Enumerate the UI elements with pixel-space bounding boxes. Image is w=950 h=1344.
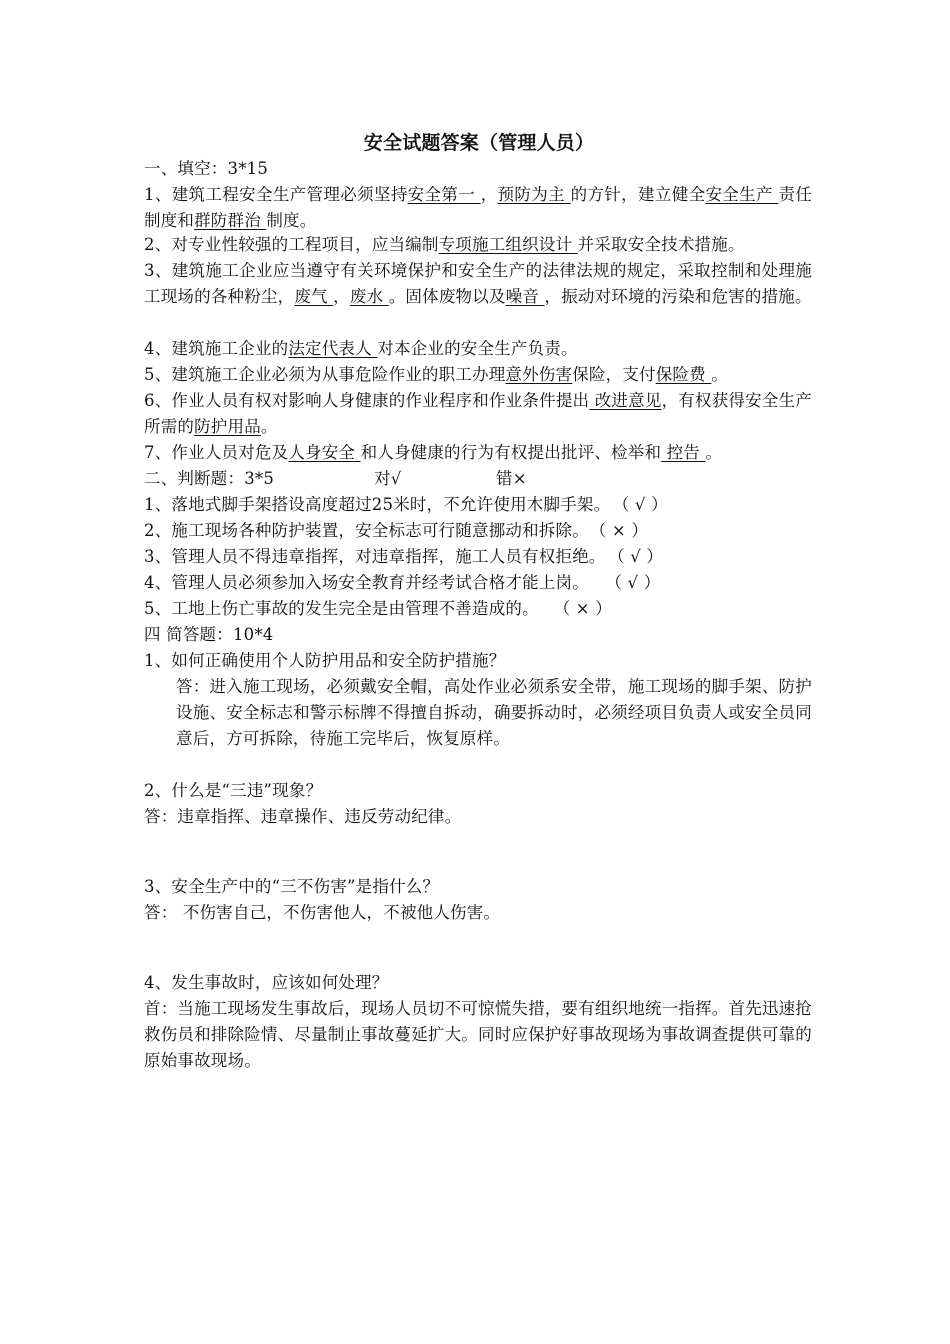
judge-item: 5、工地上伤亡事故的发生完全是由管理不善造成的。 （ × ） [144,596,613,622]
answer-blank: 人身安全 [288,443,361,462]
judge-item: 3、管理人员不得违章指挥，对违章指挥，施工人员有权拒绝。 （ √ ） [144,544,666,570]
fill-question-3: 3、建筑施工企业应当遵守有关环境保护和安全生产的法律法规的规定，采取控制和处理施工现场的各种粉尘，废气 ，废水 。固体废物以及噪音 ，振动对环境的污染和危害的措施。 [144,261,812,306]
answer-blank: 意外伤害 [505,365,573,384]
answer-blank: 废气 [294,287,334,306]
answer-blank: 保险费 [655,365,712,384]
answer-blank: 控告 [661,443,706,462]
fill-question-1: 1、建筑工程安全生产管理必须坚持安全第一 ，预防为主 的方针，建立健全安全生产 责任制度和群防群治 制度。 [144,185,813,230]
judge-mark: （ √ ） [612,495,668,514]
judge-item: 2、施工现场各种防护装置，安全标志可行随意挪动和拆除。（ × ） [144,518,649,544]
answer-blank: 防护用品 [194,417,261,436]
answer-blank: 群防群治 [194,211,267,230]
short-question-1: 1、如何正确使用个人防护用品和安全防护措施？ [144,651,506,670]
page-title: 安全试题答案（管理人员） [363,132,595,154]
short-question-3: 3、安全生产中的“三不伤害”是指什么？ [144,877,440,896]
right-legend: 对√ [374,469,402,488]
answer-blank: 废水 [349,287,389,306]
judge-item: 1、落地式脚手架搭设高度超过25米时，不允许使用木脚手架。 （ √ ） [144,492,670,518]
answer-blank: 改进意见 [589,391,662,410]
section-judge-header: 二、判断题：3*5 对√ 错× [144,466,527,492]
section-short-header: 四 简答题：10*4 [144,625,274,644]
answer-blank: 预防为主 [497,185,571,204]
judge-item: 4、管理人员必须参加入场安全教育并经考试合格才能上岗。 （ √ ） [144,570,663,596]
fill-question-7: 7、作业人员对危及人身安全 和人身健康的行为有权提出批评、检举和 控告 。 [144,443,723,462]
answer-blank: 法定代表人 [288,339,378,358]
judge-mark: （ × ） [553,599,612,618]
short-answer-1: 答：进入施工现场，必须戴安全帽，高处作业必须系安全带，施工现场的脚手架、防护设施、安全标志和警示标牌不得擅自拆动，确要拆动时，必须经项目负责人或安全员同意后，方可拆除，待施工完毕后，恢复原样。 [176,677,812,748]
judge-mark: （ √ ） [608,547,664,566]
short-answer-3: 答： 不伤害自己，不伤害他人，不被他人伤害。 [144,903,501,922]
answer-blank: 专项施工组织设计 [438,235,578,254]
fill-question-2: 2、对专业性较强的工程项目，应当编制专项施工组织设计 并采取安全技术措施。 [144,235,745,254]
section-fill-header: 一、填空：3*15 [144,159,269,178]
fill-question-5: 5、建筑施工企业必须为从事危险作业的职工办理意外伤害保险，支付保险费 。 [144,365,728,384]
answer-blank: 安全第一 [407,185,481,204]
judge-mark: （ × ） [589,521,649,540]
short-question-4: 4、发生事故时，应该如何处理？ [144,973,389,992]
answer-blank: 安全生产 [705,185,779,204]
short-answer-2: 答：违章指挥、违章操作、违反劳动纪律。 [144,807,462,826]
fill-question-4: 4、建筑施工企业的法定代表人 对本企业的安全生产负责。 [144,339,578,358]
short-question-2: 2、什么是“三违”现象？ [144,781,323,800]
fill-question-6: 6、作业人员有权对影响人身健康的作业程序和作业条件提出 改进意见，有权获得安全生产所需的防护用品。 [144,391,812,436]
wrong-legend: 错× [496,469,527,488]
judge-mark: （ √ ） [605,573,661,592]
short-answer-4: 首：当施工现场发生事故后，现场人员切不可惊慌失措，要有组织地统一指挥。首先迅速抢救伤员和排除险情、尽量制止事故蔓延扩大。同时应保护好事故现场为事故调查提供可靠的原始事故现场。 [144,999,812,1070]
answer-blank: 噪音 [505,287,545,306]
